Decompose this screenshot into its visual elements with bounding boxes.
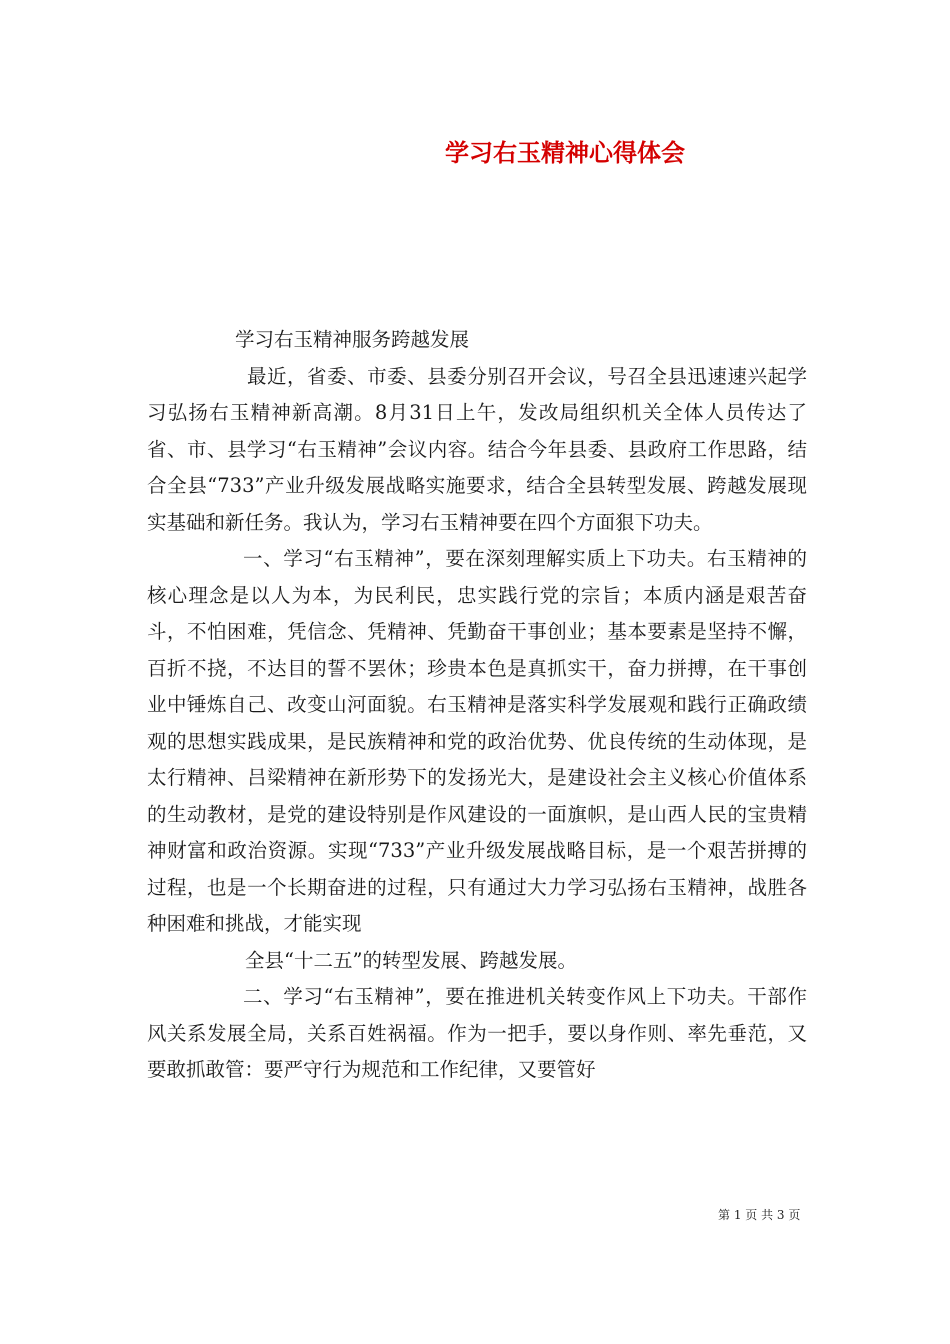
paragraph-section-one-continued: 全县“十二五”的转型发展、跨越发展。 xyxy=(245,948,577,972)
document-body xyxy=(147,322,807,1089)
paragraph-intro: 最近，省委、市委、县委分别召开会议，号召全县迅速速兴起学习弘扬右玉精神新高潮。8月31日上午，发改局组织机关全体人员传达了省、市、县学习“右玉精神”会议内容。结合今年县委、县政府工作思路，结合全县“733”产业升级发展战略实施要求，结合全县转型发展、跨越发展现实基础和新任务。我认为，学习右玉精神要在四个方面狠下功夫。 xyxy=(147,364,807,534)
document-title: 学习右玉精神心得体会 xyxy=(445,138,685,167)
paragraph-section-two: 二、学习“右玉精神”，要在推进机关转变作风上下功夫。干部作风关系发展全局，关系百姓祸福。作为一把手，要以身作则、率先垂范，又要敢抓敢管：要严守行为规范和工作纪律，又要管好 xyxy=(147,985,807,1081)
page-number-footer: 第 1 页 共 3 页 xyxy=(718,1208,801,1222)
paragraph-section-one: 一、学习“右玉精神”，要在深刻理解实质上下功夫。右玉精神的核心理念是以人为本，为民利民，忠实践行党的宗旨；本质内涵是艰苦奋斗，不怕困难，凭信念、凭精神、凭勤奋干事创业；基本要素是坚持不懈，百折不挠，不达目的誓不罢休；珍贵本色是真抓实干，奋力拼搏，在干事创业中锤炼自己、改变山河面貌。右玉精神是落实科学发展观和践行正确政绩观的思想实践成果，是民族精神和党的政治优势、优良传统的生动体现，是太行精神、吕梁精神在新形势下的发扬光大，是建设社会主义核心价值体系的生动教材，是党的建设特别是作风建设的一面旗帜，是山西人民的宝贵精神财富和政治资源。实现“733”产业升级发展战略目标，是一个艰苦拼搏的过程，也是一个长期奋进的过程，只有通过大力学习弘扬右玉精神，战胜各种困难和挑战，才能实现 xyxy=(147,547,807,935)
document-subtitle: 学习右玉精神服务跨越发展 xyxy=(235,328,470,351)
